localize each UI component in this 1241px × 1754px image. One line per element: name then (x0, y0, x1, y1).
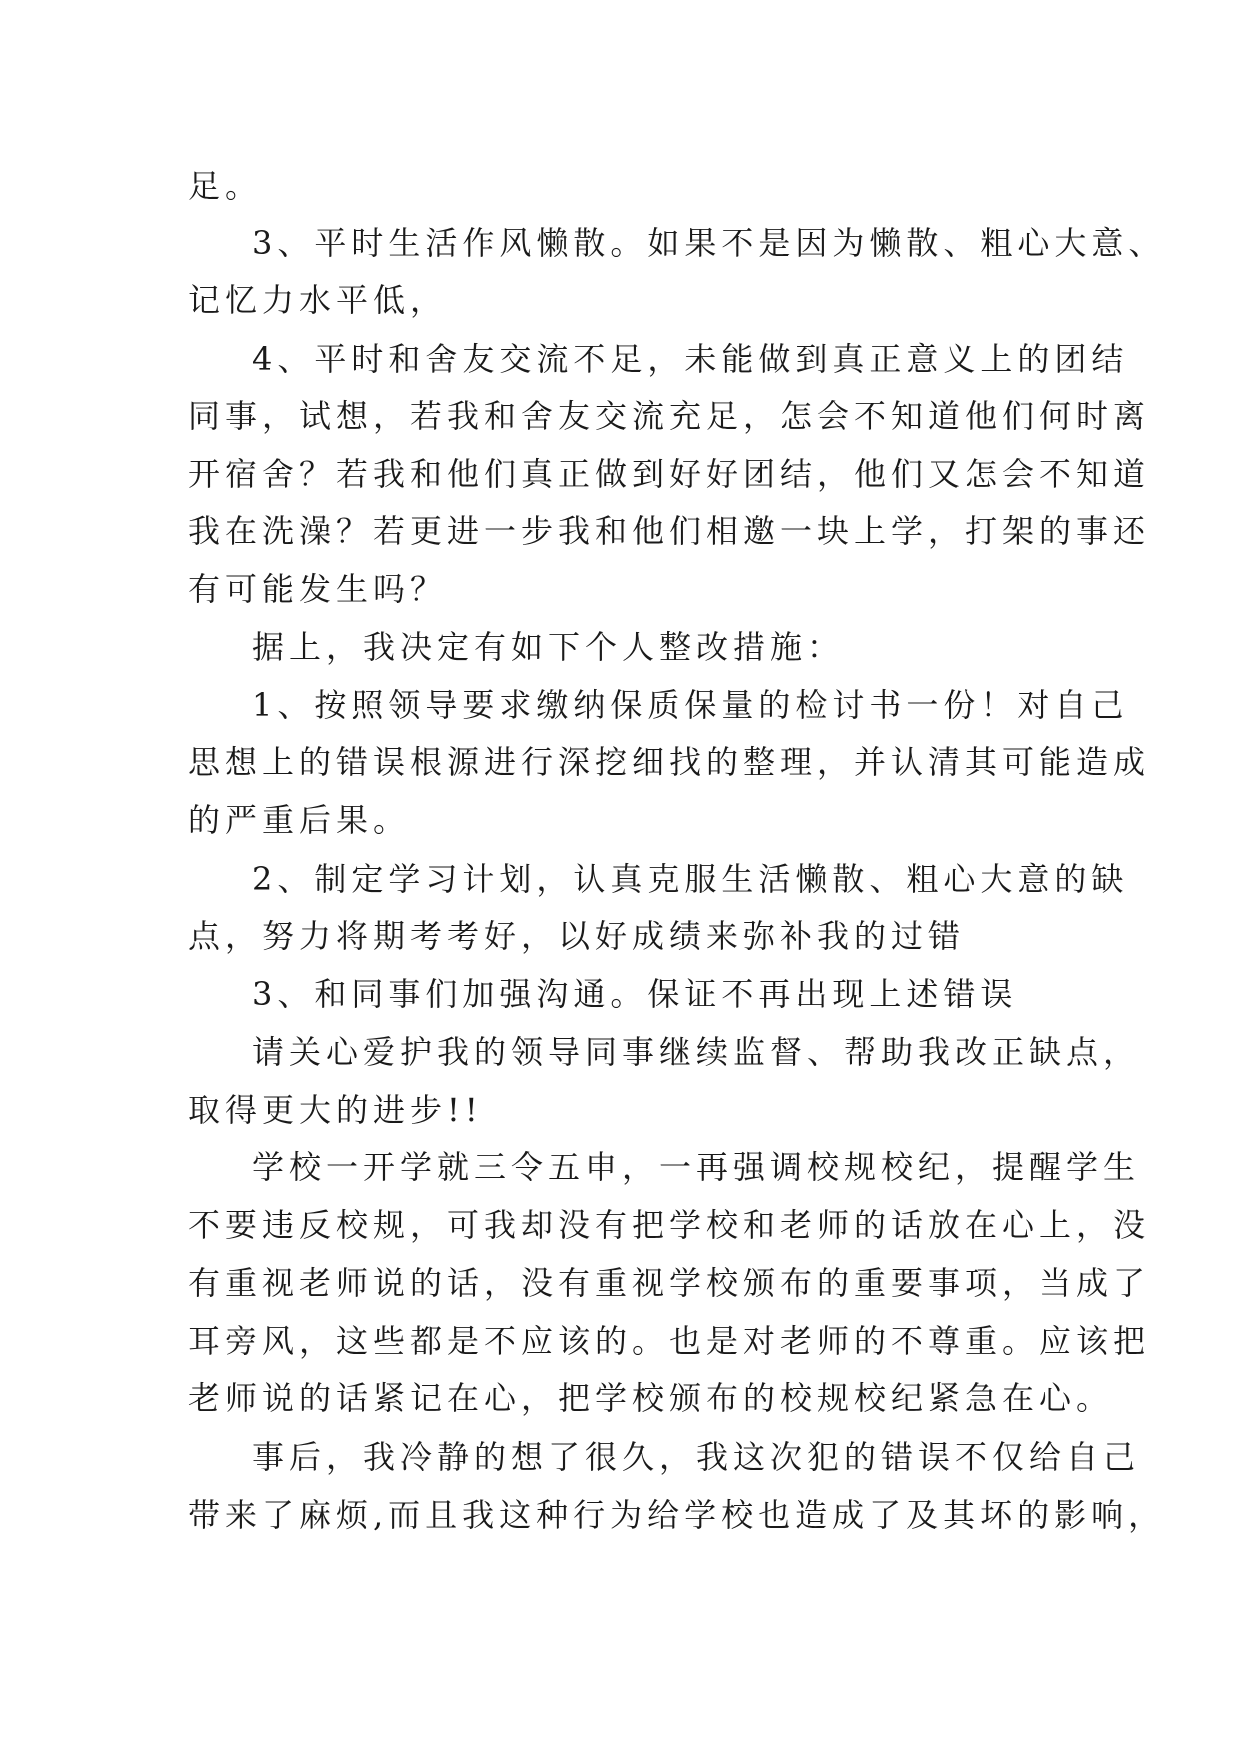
text-line: 点，努力将期考考好，以好成绩来弥补我的过错 (188, 917, 966, 955)
text-line: 不要违反校规，可我却没有把学校和老师的话放在心上，没 (188, 1206, 1151, 1244)
text-line: 2、制定学习计划，认真克服生活懒散、粗心大意的缺 (252, 860, 1129, 898)
text-line: 取得更大的进步!! (188, 1091, 483, 1129)
text-line: 请关心爱护我的领导同事继续监督、帮助我改正缺点， (252, 1033, 1141, 1071)
text-line: 有重视老师说的话，没有重视学校颁布的重要事项，当成了 (188, 1264, 1151, 1302)
text-line: 开宿舍？若我和他们真正做到好好团结，他们又怎会不知道 (188, 455, 1151, 493)
text-line: 4、平时和舍友交流不足，未能做到真正意义上的团结 (252, 340, 1129, 378)
text-line: 足。 (188, 167, 263, 205)
text-line: 事后，我冷静的想了很久，我这次犯的错误不仅给自己 (252, 1438, 1141, 1476)
text-line: 带来了麻烦,而且我这种行为给学校也造成了及其坏的影响， (188, 1496, 1166, 1534)
text-line: 思想上的错误根源进行深挖细找的整理，并认清其可能造成 (188, 743, 1151, 781)
text-line: 我在洗澡？若更进一步我和他们相邀一块上学，打架的事还 (188, 512, 1151, 550)
text-line: 1、按照领导要求缴纳保质保量的检讨书一份！对自己 (252, 686, 1129, 724)
text-line: 老师说的话紧记在心，把学校颁布的校规校纪紧急在心。 (188, 1379, 1114, 1417)
text-line: 耳旁风，这些都是不应该的。也是对老师的不尊重。应该把 (188, 1322, 1151, 1360)
text-line: 有可能发生吗？ (188, 570, 448, 608)
text-line: 记忆力水平低， (188, 281, 448, 319)
text-line: 的严重后果。 (188, 801, 411, 839)
text-line: 据上，我决定有如下个人整改措施： (252, 628, 845, 666)
text-line: 3、和同事们加强沟通。保证不再出现上述错误 (252, 975, 1018, 1013)
text-line: 3、平时生活作风懒散。如果不是因为懒散、粗心大意、 (252, 224, 1166, 262)
text-line: 学校一开学就三令五申，一再强调校规校纪，提醒学生 (252, 1148, 1141, 1186)
text-line: 同事，试想，若我和舍友交流充足，怎会不知道他们何时离 (188, 397, 1151, 435)
